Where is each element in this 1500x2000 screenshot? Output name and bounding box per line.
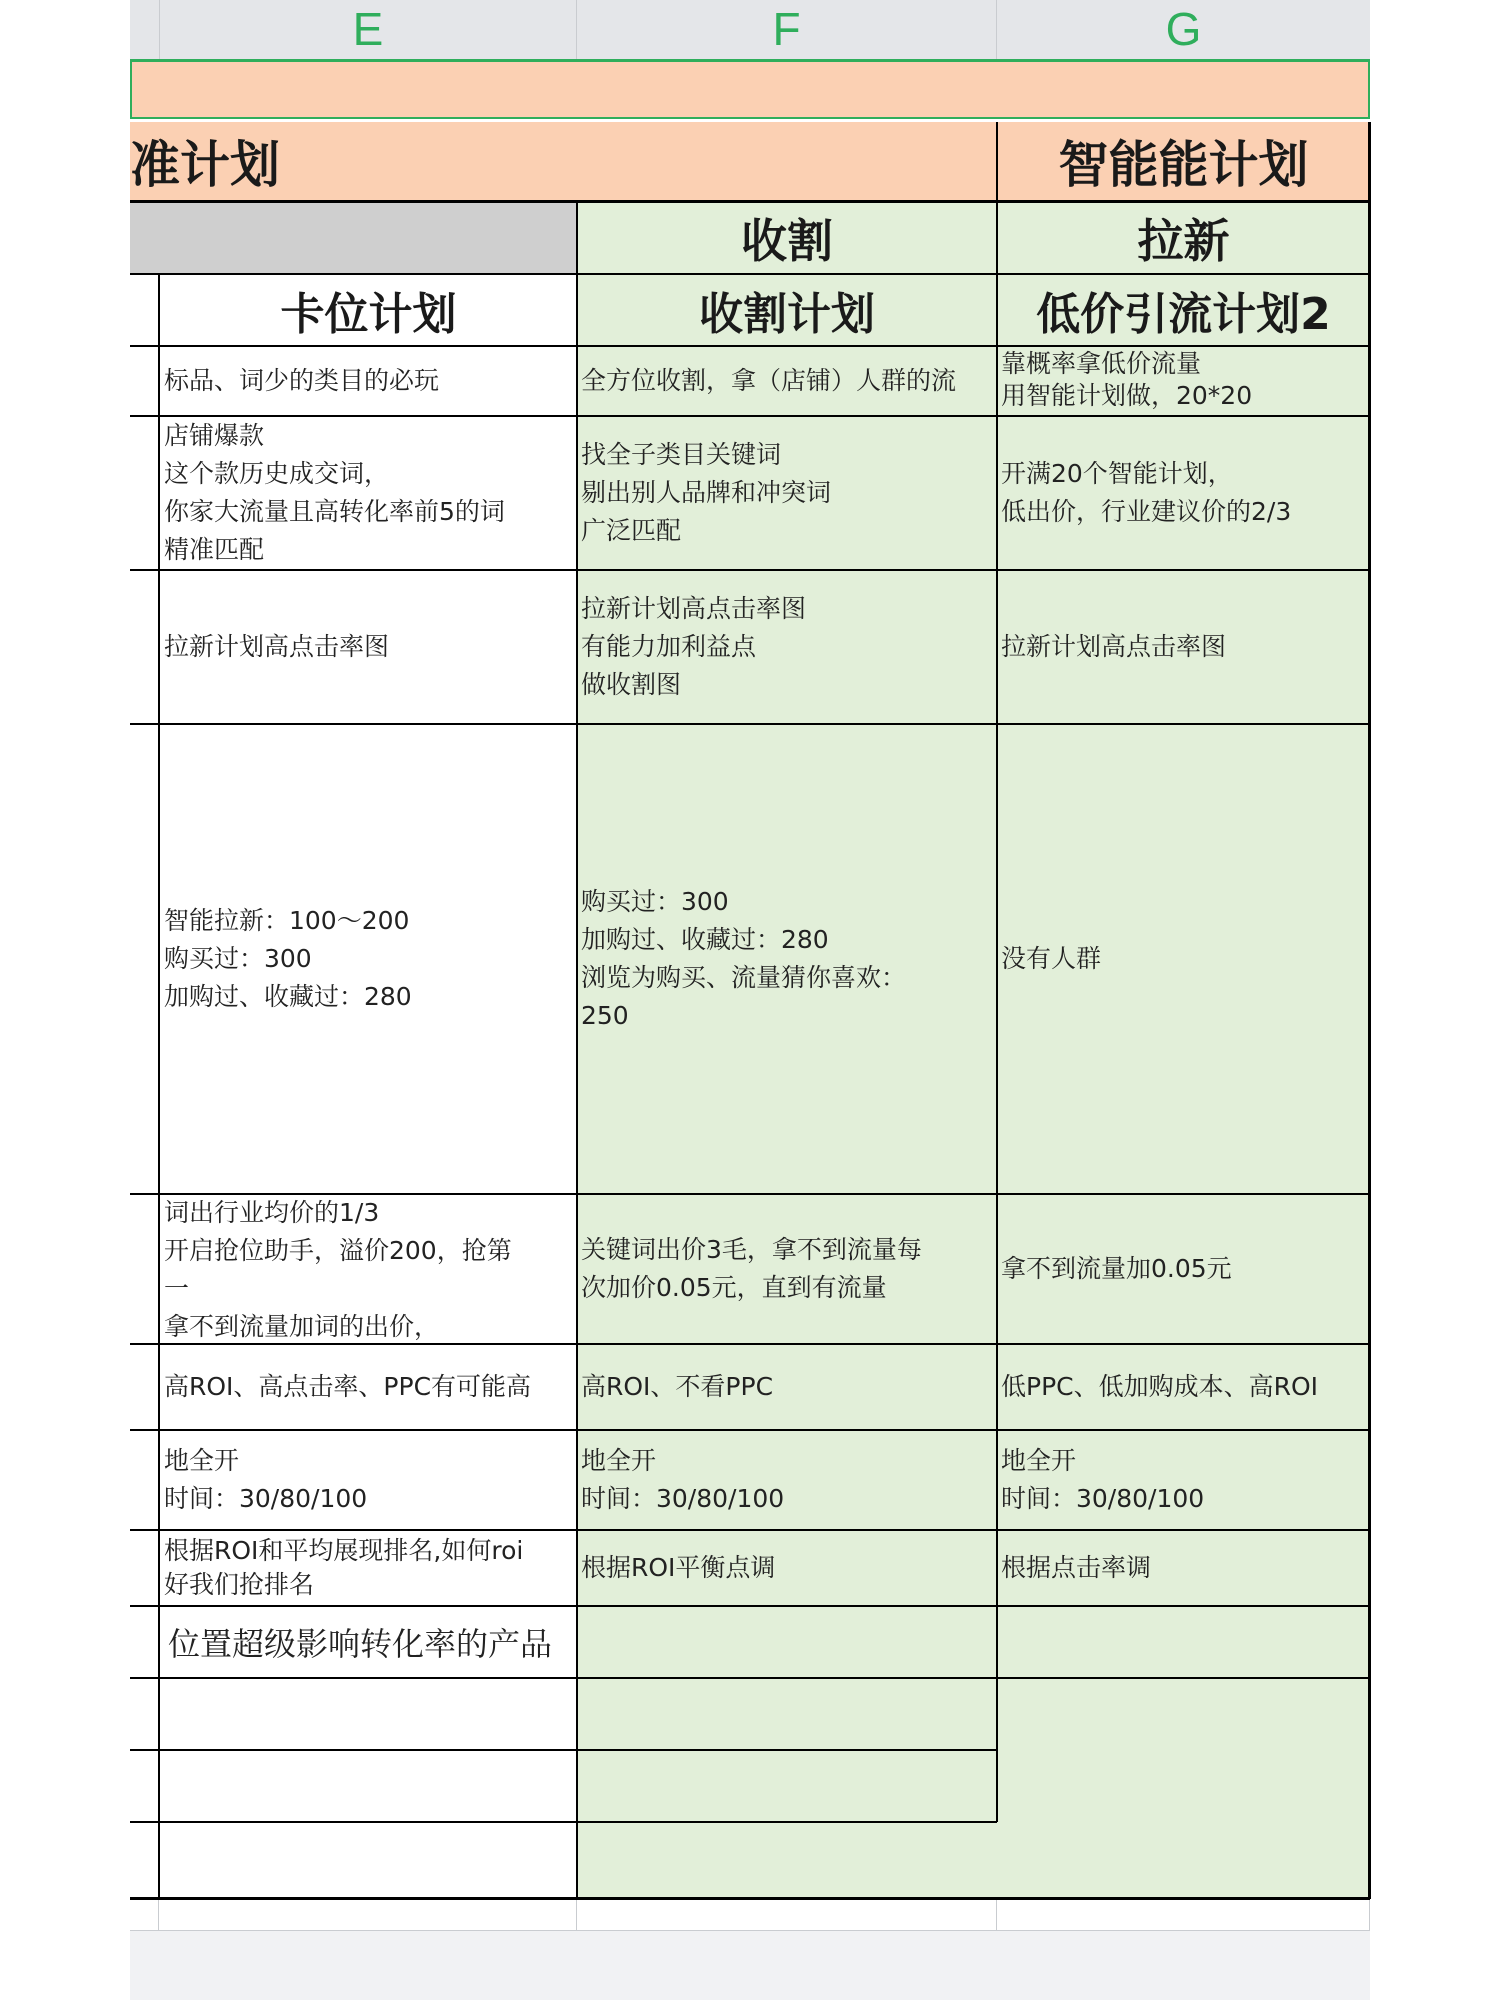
plan-title-left[interactable]: 准计划 [130,136,280,194]
cell-e-row-9[interactable]: 位置超级影响转化率的产品 [168,1625,553,1663]
column-letter-f: F [772,3,801,55]
gridline [130,200,1370,203]
column-header-left-stub [130,0,160,60]
gridline [158,1900,159,1930]
cell-f-row-8[interactable]: 根据ROI平衡点调 [577,1530,997,1606]
cell-f-row-9[interactable] [577,1606,997,1678]
column-header-f[interactable] [577,0,997,60]
selected-row-band[interactable] [130,62,1370,119]
cell-f-row-7[interactable]: 地全开 时间：30/80/100 [577,1430,997,1530]
gridline [1368,122,1371,1899]
gridline [130,1529,1370,1531]
cell-g-row-1[interactable]: 靠概率拿低价流量 用智能计划做，20*20 [997,346,1370,416]
gridline [130,415,1370,417]
empty-cell-e-row-11[interactable] [160,1750,577,1822]
cell-f-row-6[interactable]: 高ROI、不看PPC [577,1344,997,1430]
cell-f-row-1[interactable]: 全方位收割，拿（店铺）人群的流 [577,346,997,416]
column-letter-e: E [352,3,384,55]
cell-g-row-9[interactable] [997,1606,1370,1678]
cell-e-row-7[interactable]: 地全开 时间：30/80/100 [164,1446,368,1513]
gridline [130,723,1370,725]
cell-g-row-4[interactable]: 没有人群 [997,724,1370,1194]
gridline [130,273,1370,275]
gridline [130,1429,1370,1431]
cell-e-row-3[interactable]: 拉新计划高点击率图 [164,632,390,661]
cell-g-row-7[interactable]: 地全开 时间：30/80/100 [997,1430,1370,1530]
card-plan-header[interactable]: 卡位计划 [280,289,457,340]
gray-header-cell[interactable] [130,202,577,274]
cell-f-row-3[interactable]: 拉新计划高点击率图 有能力加利益点 做收割图 [577,570,997,724]
empty-cell-g-row-10[interactable] [997,1678,1370,1750]
gridline [130,569,1370,571]
column-letter-g: G [1165,3,1202,55]
cell-g-row-2[interactable]: 开满20个智能计划， 低出价，行业建议价的2/3 [997,416,1370,570]
gridline [130,1821,997,1823]
cell-e-row-2[interactable]: 店铺爆款 这个款历史成交词， 你家大流量且高转化率前5的词 精准匹配 [164,421,505,564]
cell-g-row-5[interactable]: 拿不到流量加0.05元 [997,1194,1370,1344]
empty-cell-g-row-11[interactable] [997,1750,1370,1822]
harvest-header[interactable]: 收割 [577,202,997,274]
cell-e-row-8[interactable]: 根据ROI和平均展现排名,如何roi 好我们抢排名 [164,1536,524,1599]
gridline [996,1900,997,1930]
gridline [130,1749,997,1751]
gridline [130,345,1370,347]
gridline [130,1897,1370,1900]
cell-f-row-2[interactable]: 找全子类目关键词 剔出别人品牌和冲突词 广泛匹配 [577,416,997,570]
empty-cell-e-row-10[interactable] [160,1678,577,1750]
gridline [130,1193,1370,1195]
cell-e-row-5[interactable]: 词出行业均价的1/3 开启抢位助手，溢价200，抢第 一 拿不到流量加词的出价， [164,1198,512,1341]
cell-f-row-4[interactable]: 购买过：300 加购过、收藏过：280 浏览为购买、流量猜你喜欢： 250 [577,724,997,1194]
cell-g-row-8[interactable]: 根据点击率调 [997,1530,1370,1606]
empty-cell-e-row-12[interactable] [160,1822,577,1898]
cell-e-row-1[interactable]: 标品、词少的类目的必玩 [164,366,440,395]
gridline [1369,1900,1370,1930]
cell-e-row-6[interactable]: 高ROI、高点击率、PPC有可能高 [164,1372,532,1401]
lowprice-plan-header[interactable]: 低价引流计划2 [997,274,1370,346]
column-header-e[interactable] [160,0,577,60]
empty-cell-fg-row-12[interactable] [577,1822,1370,1898]
stub-cell[interactable] [130,274,160,346]
plan-title-right[interactable]: 智能能计划 [1058,136,1309,194]
cell-f-row-5[interactable]: 关键词出价3毛，拿不到流量每 次加价0.05元，直到有流量 [577,1194,997,1344]
cell-g-row-6[interactable]: 低PPC、低加购成本、高ROI [997,1344,1370,1430]
empty-cell-f-row-11[interactable] [577,1750,997,1822]
harvest-plan-header[interactable]: 收割计划 [577,274,997,346]
cell-g-row-3[interactable]: 拉新计划高点击率图 [997,570,1370,724]
gridline [576,1900,577,1930]
gridline [996,122,998,1822]
status-bar-area [130,1931,1370,2000]
empty-cell-f-row-10[interactable] [577,1678,997,1750]
column-header-g[interactable] [997,0,1370,60]
new-customer-header[interactable]: 拉新 [997,202,1370,274]
cell-e-row-4[interactable]: 智能拉新：100～200 购买过：300 加购过、收藏过：280 [164,906,412,1011]
gridline [130,1343,1370,1345]
